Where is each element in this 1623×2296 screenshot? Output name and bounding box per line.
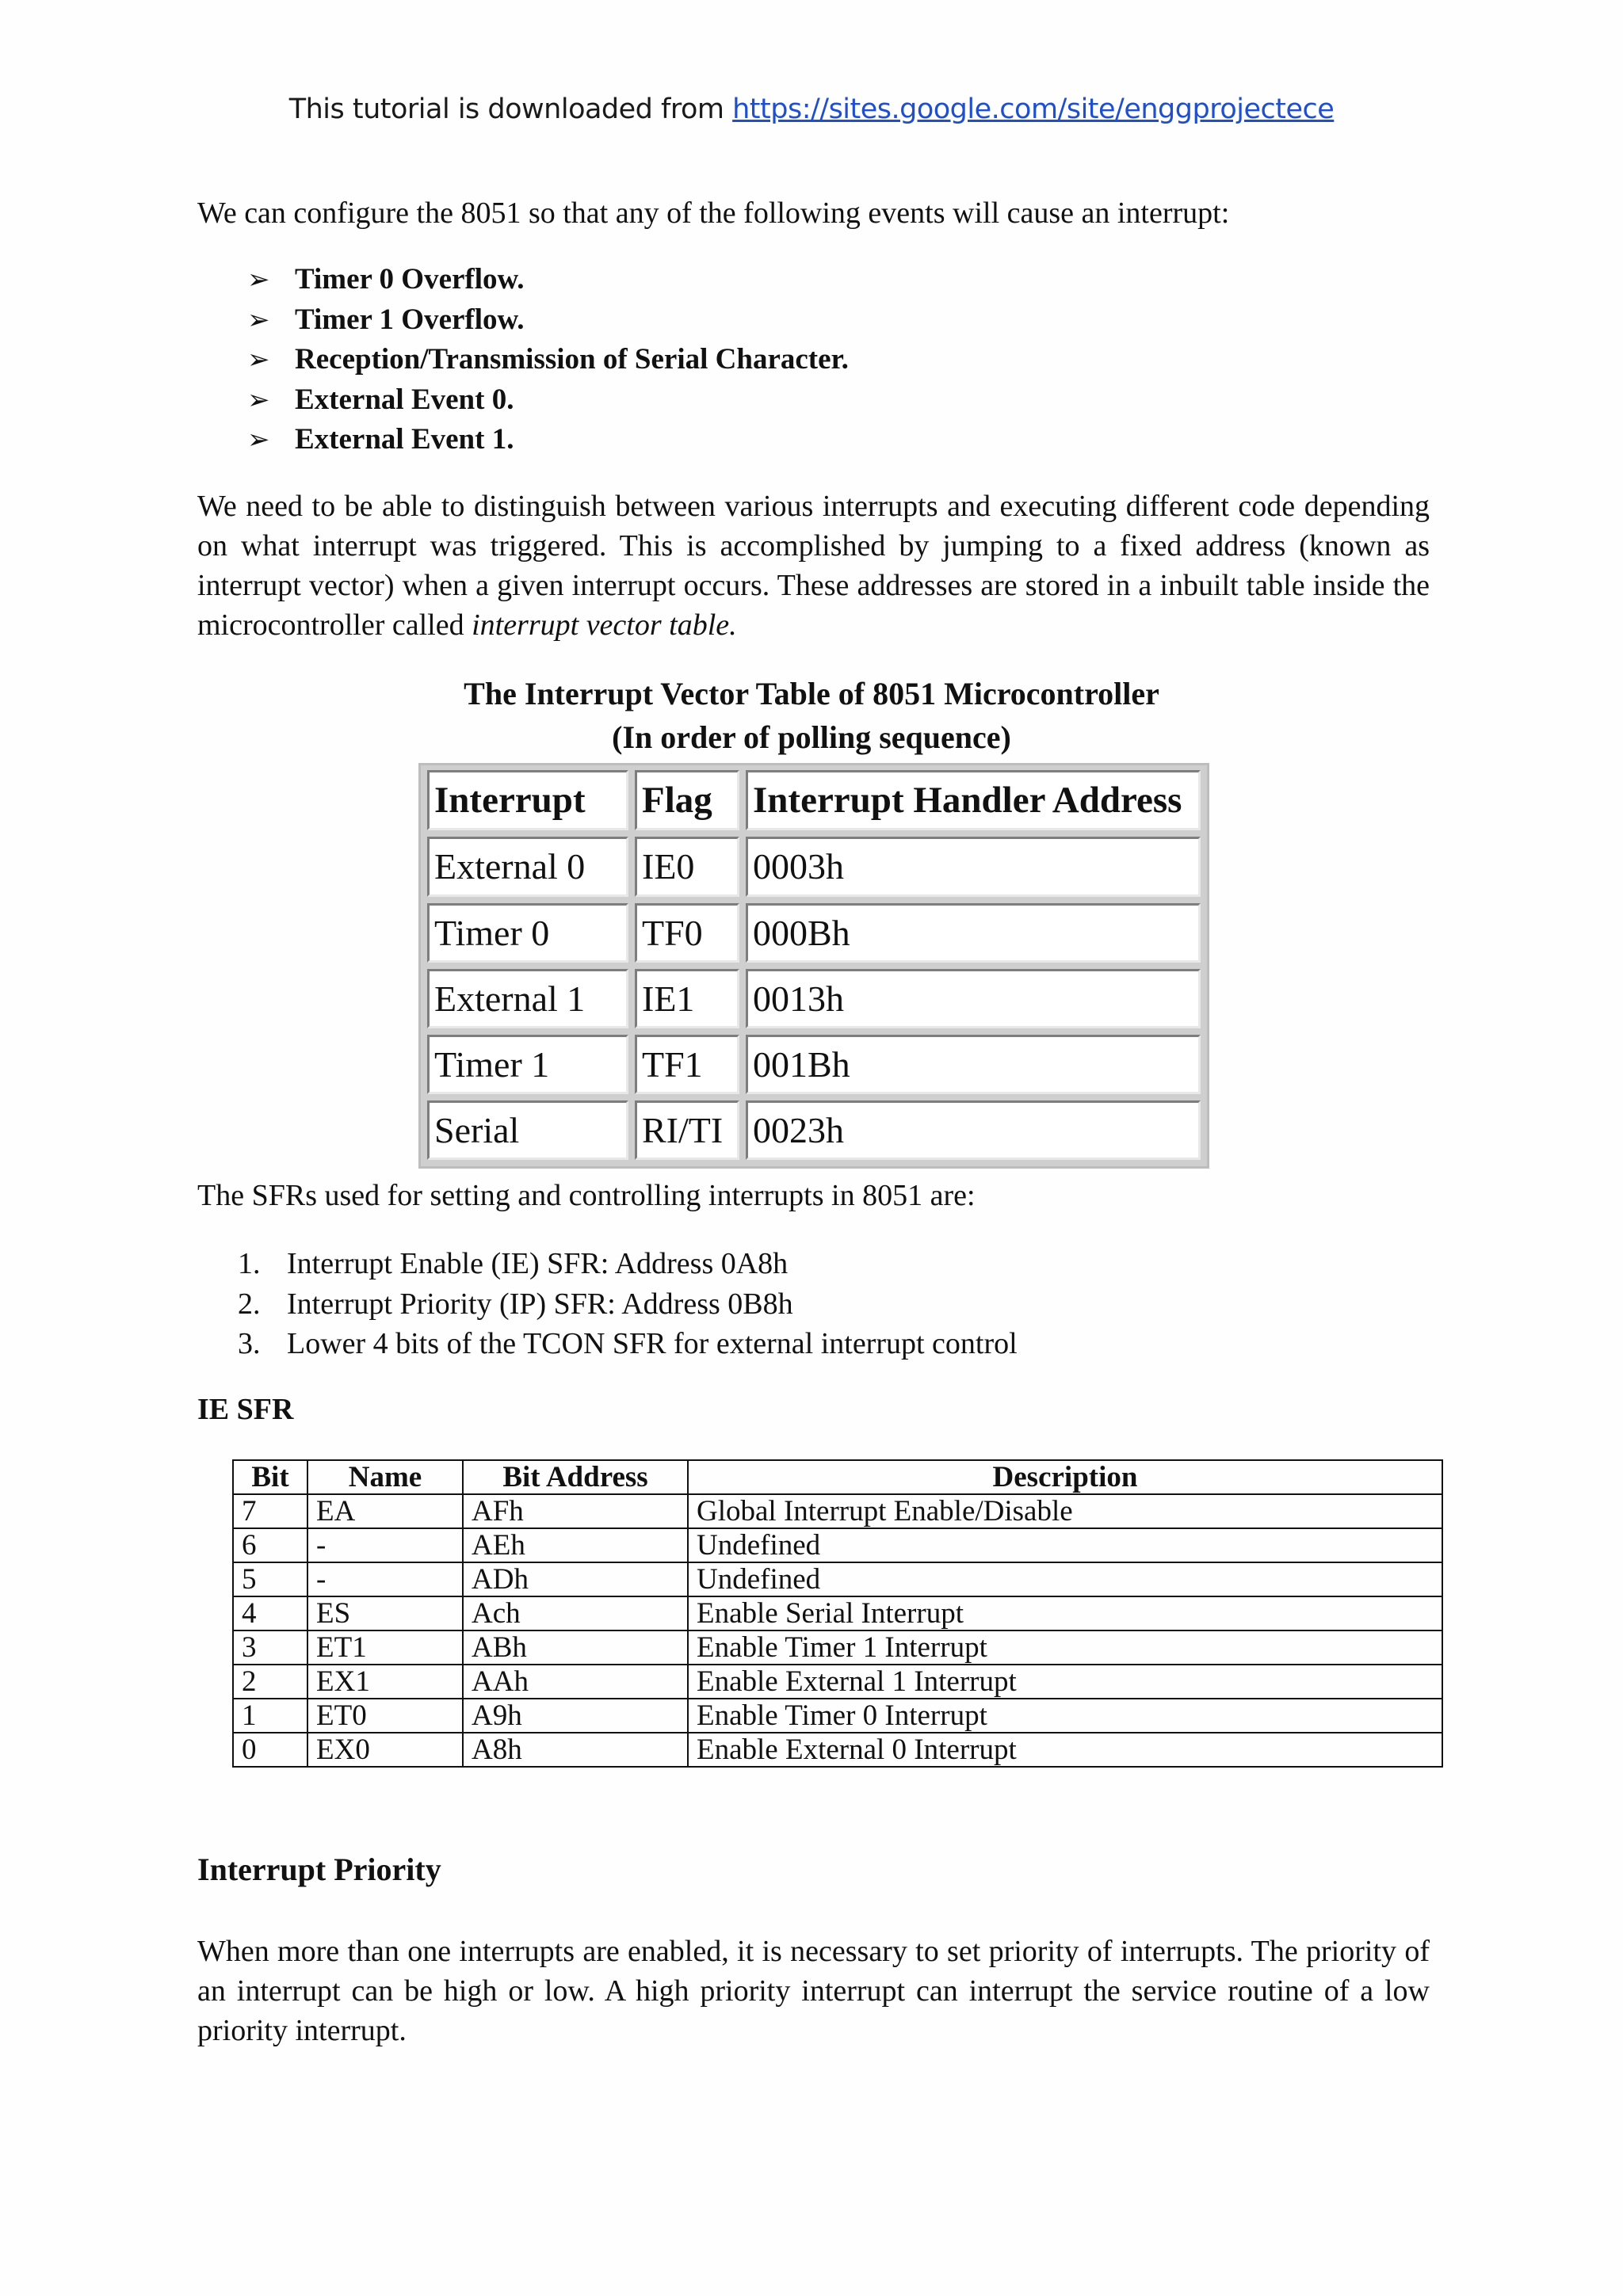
arrow-bullet-icon: ➢	[247, 303, 270, 336]
page-header	[0, 93, 1623, 125]
table-row: 0 EX0 A8h Enable External 0 Interrupt	[233, 1733, 1442, 1767]
ie-sfr-heading: IE SFR	[197, 1393, 294, 1426]
column-header: Bit Address	[463, 1460, 688, 1494]
table-row: Serial RI/TI 0023h	[427, 1100, 1201, 1160]
sfr-list	[238, 1244, 1018, 1364]
vector-explanation-paragraph: We need to be able to distinguish between various interrupts and executing different code depending on what interrupt was triggered. This is accomplished by jumping to a fixed address (known as interrupt vector) when a given interrupt occurs. These addresses are stored in a inbuilt table inside the microcontroller called interrupt vector table.	[197, 490, 1430, 642]
ivt-title: The Interrupt Vector Table of 8051 Microcontroller (In order of polling sequence)	[464, 676, 1159, 755]
table-header-row	[427, 770, 1201, 830]
column-header: Interrupt	[427, 770, 628, 830]
table-row: External 1 IE1 0013h	[427, 969, 1201, 1028]
intro-paragraph: We can configure the 8051 so that any of the following events will cause an interrupt:	[197, 196, 1230, 230]
interrupt-vector-table	[418, 763, 1209, 1169]
table-row: 5 - ADh Undefined	[233, 1562, 1442, 1596]
column-header: Name	[307, 1460, 463, 1494]
column-header: Flag	[635, 770, 739, 830]
list-item: ➢ External Event 0.	[247, 380, 849, 421]
table-row: Timer 0 TF0 000Bh	[427, 903, 1201, 963]
arrow-bullet-icon: ➢	[247, 344, 270, 376]
column-header: Description	[688, 1460, 1442, 1494]
table-row: 7 EA AFh Global Interrupt Enable/Disable	[233, 1494, 1442, 1528]
table-row: 3 ET1 ABh Enable Timer 1 Interrupt	[233, 1630, 1442, 1665]
list-item: ➢ External Event 1.	[247, 420, 849, 460]
table-header-row	[233, 1460, 1442, 1494]
list-item: ➢ Reception/Transmission of Serial Character.	[247, 340, 849, 380]
table-row: 6 - AEh Undefined	[233, 1528, 1442, 1562]
table-row: Timer 1 TF1 001Bh	[427, 1035, 1201, 1094]
table-row: 1 ET0 A9h Enable Timer 0 Interrupt	[233, 1699, 1442, 1733]
arrow-bullet-icon: ➢	[247, 383, 270, 416]
arrow-bullet-icon: ➢	[247, 424, 270, 456]
header-prefix: This tutorial is downloaded from	[288, 93, 733, 125]
list-item: 1. Interrupt Enable (IE) SFR: Address 0A8h	[238, 1247, 789, 1280]
sfr-intro-paragraph: The SFRs used for setting and controlling interrupts in 8051 are:	[197, 1179, 976, 1212]
vector-table-term: interrupt vector table.	[472, 608, 737, 642]
column-header: Bit	[233, 1460, 307, 1494]
interrupt-events-list	[247, 260, 849, 460]
table-row: External 0 IE0 0003h	[427, 837, 1201, 896]
ie-sfr-table	[232, 1459, 1443, 1768]
priority-paragraph: When more than one interrupts are enabled, it is necessary to set priority of interrupts. The priority of an interrupt can be high or low. A high priority interrupt can interrupt the service routine of a low priority interrupt.	[197, 1935, 1430, 2047]
list-item: ➢ Timer 0 Overflow.	[247, 260, 849, 300]
interrupt-priority-heading: Interrupt Priority	[197, 1852, 441, 1887]
source-link[interactable]: https://sites.google.com/site/enggprojectece	[732, 93, 1335, 125]
list-item: 3. Lower 4 bits of the TCON SFR for external interrupt control	[238, 1327, 1018, 1360]
column-header: Interrupt Handler Address	[746, 770, 1201, 830]
list-item: ➢ Timer 1 Overflow.	[247, 300, 849, 341]
list-item: 2. Interrupt Priority (IP) SFR: Address 0B8h	[238, 1287, 793, 1321]
table-row: 4 ES Ach Enable Serial Interrupt	[233, 1596, 1442, 1630]
arrow-bullet-icon: ➢	[247, 264, 270, 296]
table-row: 2 EX1 AAh Enable External 1 Interrupt	[233, 1665, 1442, 1699]
